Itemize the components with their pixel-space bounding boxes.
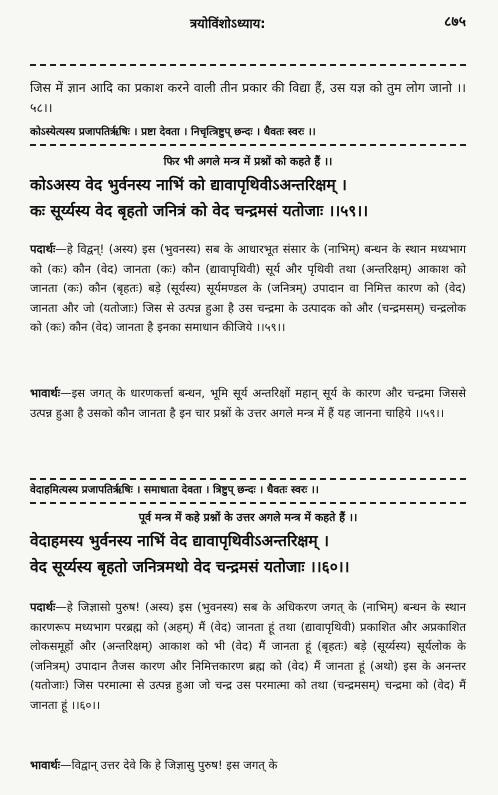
intro-text-2: पूर्व मन्त्र में कहे प्रश्नों के उत्तर अगले मन्त्र में कहते हैं ।। bbox=[138, 511, 358, 524]
bhavartha-60 bbox=[30, 756, 466, 776]
mantra-60-line-2: वेद सूर्य्यस्य बृहतो जनित्रमथो वेद चन्द्रमसं यतोजाः ।।६०।। bbox=[30, 558, 350, 576]
bhavartha-59-text: —इस जगत् के धारणकर्त्ता बन्धन, भूमि सूर्य अन्तरिक्षों महान् सूर्य के कारण और चन्द्रमा जिससे उत्पन्न हुआ है उसको कौन जानता है इन चार प्रश्नों के उत्तर अगले मन्त्र में हैं यह जानना चाहिये ।।५९।। bbox=[30, 386, 466, 420]
header-rule bbox=[30, 64, 466, 66]
section-rule-3 bbox=[30, 502, 466, 504]
bhavartha-label: भावार्थः bbox=[30, 386, 61, 400]
padartha-59 bbox=[30, 240, 466, 338]
bhavartha-60-text: —विद्वान् उत्तर देवे कि हे जिज्ञासु पुरुष! इस जगत् के bbox=[60, 758, 278, 772]
mantra-60 bbox=[30, 528, 466, 580]
section-rule-1 bbox=[30, 144, 466, 146]
meta-line-2: वेदाहमित्यस्य प्रजापतिर्ऋषिः । समाधाता देवता । त्रिष्टुप् छन्दः । धैवतः स्वरः ।। bbox=[30, 484, 319, 496]
meta-line-1: कोऽस्येत्यस्य प्रजापतिर्ऋषिः । प्रष्टा देवता । निचृत्त्रिष्टुप् छन्दः । धैवतः स्वरः ।। bbox=[30, 126, 316, 138]
page-number: ८७५ bbox=[444, 14, 466, 30]
padartha-label-2: पदार्थः bbox=[30, 600, 56, 614]
chapter-title: त्रयोविंशोऽध्याय: bbox=[190, 17, 266, 32]
padartha-label: पदार्थः bbox=[30, 242, 56, 256]
rishi-devata-line-1 bbox=[30, 124, 466, 140]
intro-text-1: फिर भी अगले मन्त्र में प्रश्नों को कहते हैं ।। bbox=[163, 155, 333, 168]
bhavartha-59 bbox=[30, 384, 466, 423]
top-paragraph-text: जिस में ज्ञान आदि का प्रकाश करने वाली तीन प्रकार की विद्या हैं, उस यज्ञ को तुम लोग जानो ।।५८।। bbox=[30, 80, 466, 115]
padartha-59-text: —हे विद्वन्! (अस्य) इस (भुवनस्य) सब के आधारभूत संसार के (नाभिम्) बन्धन के स्थान मध्यभाग को (कः) कौन (वेद) जानता (कः) कौन (द्यावापृथिवी) सूर्य और पृथिवी तथा (अन्तरिक्षम्) आकाश को जानता (कः) कौन (बृहतः) बड़े (सूर्यस्य) सूर्यमण्डल के (जनित्रम्) उपादान वा निमित्त कारण को (वेद) जानता और जो (यतोजाः) जिस से उत्पन्न हुआ है उस चन्द्रमा के उत्पादक को और (चन्द्रमसम्) चन्द्रलोक को (कः) कौन (वेद) जानता है इनका समाधान कीजिये ।।५९।। bbox=[30, 242, 466, 335]
padartha-59-paragraph bbox=[30, 240, 466, 338]
running-header bbox=[0, 12, 498, 38]
bhavartha-60-paragraph bbox=[30, 756, 466, 776]
mantra-59 bbox=[30, 172, 466, 224]
mantra-59-line-1: कोऽअस्य वेद भुर्वनस्य नाभिं को द्यावापृथिवीऽअन्तरिक्षम् । bbox=[30, 176, 347, 194]
rishi-devata-line-2 bbox=[30, 482, 466, 498]
mantra-60-line-1: वेदाहमस्य भुर्वनस्य नाभिं वेद द्यावापृथिवीऽअन्तरिक्षम् । bbox=[30, 532, 329, 550]
bhavartha-59-paragraph bbox=[30, 384, 466, 423]
section-rule-2 bbox=[30, 478, 466, 480]
intro-line-1 bbox=[30, 154, 466, 170]
intro-line-2 bbox=[30, 510, 466, 526]
top-paragraph bbox=[30, 78, 466, 118]
padartha-60-text: —हे जिज्ञासो पुरुष! (अस्य) इस (भुवनस्य) सब के अधिकरण जगत् के (नाभिम्) बन्धन के स्थान कारणरूप मध्यभाग परब्रह्म को (अहम्) मैं (वेद) जानता हूं तथा (द्यावापृथिवी) प्रकाशित और अप्रकाशित लोकसमूहों और (अन्तरिक्षम्) आकाश को भी (वेद) मैं जानता हूं (बृहतः) बड़े (सूर्य्यस्य) सूर्यलोक के (जनित्रम्) उपादान तैजस कारण और निमित्तकारण ब्रह्म को (वेद) मैं जानता हूं (अथो) इस के अनन्तर (यतोजाः) जिस परमात्मा से उत्पन्न हुआ जो चन्द्र उस परमात्मा को तथा (चन्द्रमसम्) चन्द्रमा को (वेद) मैं जानता हूं ।।६०।। bbox=[30, 600, 466, 712]
mantra-59-line-2: कः सूर्य्यस्य वेद बृहतो जनित्रं को वेद चन्द्रमसं यतोजाः ।।५९।। bbox=[30, 202, 369, 220]
padartha-60 bbox=[30, 598, 466, 716]
padartha-60-paragraph bbox=[30, 598, 466, 716]
bhavartha-label-2: भावार्थः bbox=[30, 758, 61, 772]
